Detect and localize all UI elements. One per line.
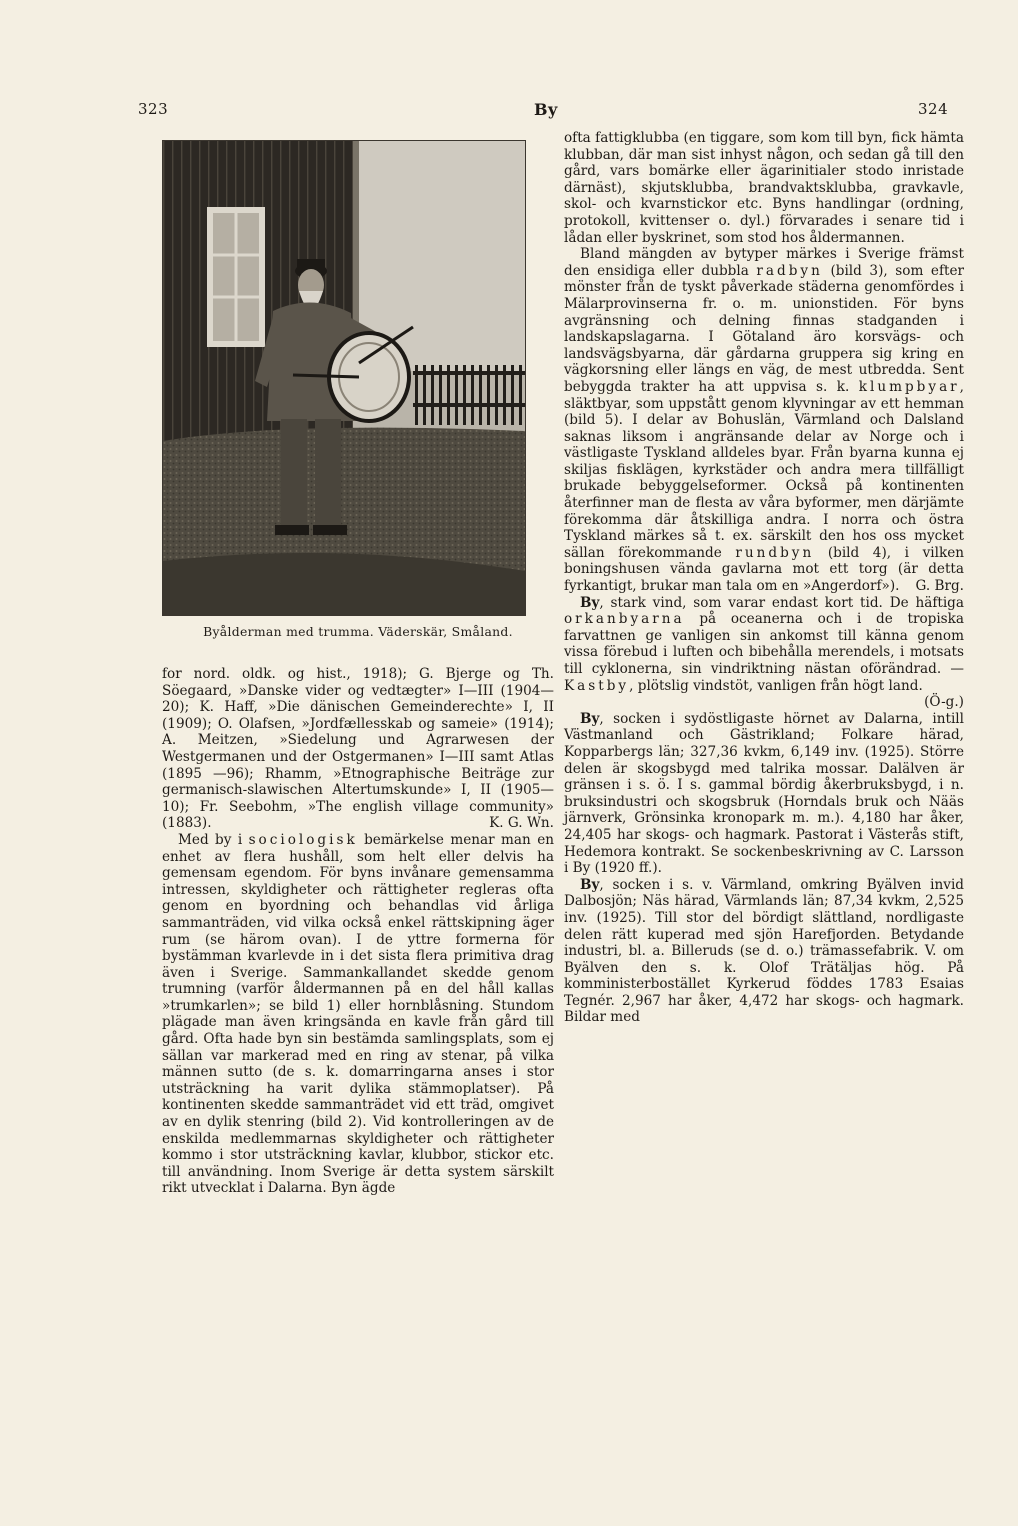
photo-caption: Byålderman med trumma. Väderskär, Småland.	[203, 624, 513, 639]
entry-by-wind	[564, 594, 964, 711]
entry-headword: By	[580, 876, 600, 893]
photo-illustration	[163, 141, 525, 615]
text-fragment: Med by i	[178, 831, 249, 848]
entry-by-dalarna	[564, 711, 964, 877]
sociology-paragraph	[162, 832, 554, 1197]
left-column	[162, 666, 554, 1197]
text-fragment: , socken i s. v. Värmland, omkring Byälven invid Dalbosjön; Näs härad, Värmlands län; 87,34 kvkm, 2,525 inv. (1925). Till stor del bördigt slättland, nordligaste delen rätt kuperad med sjön Harefjorden. Betydande industri, bl. a. Billeruds (se d. o.) trämassefabrik. V. om Byälven den s. k. Olof Trätäljas hög. På komministerbostället Kyrkerud föddes 1783 Esaias Tegnér. 2,967 har åker, 4,472 har skogs- och hagmark. Bildar med	[564, 876, 964, 1026]
text-fragment: , släktbyar, som uppstått genom klyvningar av ett hemman (bild 5). I delar av Bohuslän, Värmland och Dalsland saknas liksom i angränsande delar av Norge och i västligaste Tyskland alldeles byar. Från byarna kunna ej skiljas fisklägen, kyrkstäder och andra mera tillfälligt brukade bebyggelseformer. Också på kontinenten återfinner man de flesta av våra byformer, men därjämte förekomma där åtskilliga andra. I norra och östra Tyskland märkes så t. ex. särskilt den hos oss mycket sällan förekommande	[564, 378, 964, 561]
author-signature: G. Brg.	[915, 578, 964, 595]
text-fragment: på oceanerna och i de tropiska farvattnen ge vanligen sin ankomst till känna genom vissa förebud i luften och bibehålla merendels, i motsats till cyklonerna, sin vindriktning nästan oförändrad. —	[564, 611, 964, 677]
spaced-term: Kastby	[564, 677, 630, 694]
entry-headword: By	[580, 594, 600, 611]
spaced-term: radbyn	[756, 262, 823, 279]
page-number-left: 323	[138, 100, 169, 118]
spaced-term: sociologisk	[248, 831, 358, 848]
spaced-term: klumpbyar	[858, 378, 960, 395]
text-fragment: Bland mängden av bytyper märkes i Sverige främst den ensidiga eller dubbla	[564, 246, 964, 279]
bibliography-paragraph	[162, 666, 554, 832]
text-fragment: , plötslig vindstöt, vanligen från högt land.	[629, 677, 923, 694]
page-number-right: 324	[918, 100, 949, 118]
right-column	[564, 130, 964, 1026]
text-fragment: (bild 3), som efter mönster från de tyskt påverkade städerna genomfördes i Mälarprovinserna fr. o. m. unionstiden. För byns avgränsning och delning finnas stadganden i landskapslagarna. I Götaland äro korsvägs- och landsvägsbyarna, där gårdarna gruppera sig kring en vägkorsning eller längs en väg, de mest utbredda. Sent bebyggda trakter ha att uppvisa s. k.	[564, 262, 964, 395]
author-signature: K. G. Wn.	[489, 815, 554, 832]
text-fragment: , socken i sydöstligaste hörnet av Dalarna, intill Västmanland och Gästrikland; Folkare härad, Kopparbergs län; 327,36 kvkm, 6,149 inv. (1925). Större delen är skogsbygd med talrika mossar. Dalälven är gränsen i s. ö. I s. gammal bördig åkerbruksbygd, i n. bruksindustri och skogsbruk (Horndals bruk och Nääs järnverk, Grönsinka kronopark m. m.). 4,180 har åker, 24,405 har skogs- och hagmark. Pastorat i Västerås stift, Hedemora kontrakt. Se sockenbeskrivning av C. Larsson i By (1920 ff.).	[564, 710, 964, 877]
bibliography-text: for nord. oldk. og hist., 1918); G. Bjerge og Th. Söegaard, »Danske vider og vedtægter» I—III (1904—20); K. Haff, »Die dänischen Gemeinderechte» I, II (1909); O. Olafsen, »Jordfællesskab og sameie» (1914); A. Meitzen, »Siedelung und Agrarwesen der Westgermanen und der Ostgermanen» I—III samt Atlas (1895 —96); Rhamm, »Etnographische Beiträge zur germanisch-slawischen Altertumskunde» I, II (1905—10); Fr. Seebohm, »The english village community» (1883).	[162, 666, 554, 832]
entry-headword: By	[580, 710, 600, 727]
spaced-term: orkanbyarna	[564, 611, 685, 628]
running-head: By	[534, 100, 558, 119]
text-fragment: (bild 4), i vilken boningshusen vända gavlarna mot ett torg (är detta fyrkantigt, brukar man tala om en »Angerdorf»).	[564, 544, 964, 595]
paragraph-fattigklubba: ofta fattigklubba (en tiggare, som kom till byn, fick hämta klubban, där man sist inhyst någon, och sedan gå till den gård, vars bomärke eller ägarinitialer stodo inristade därnäst), skjutsklubba, brandvaktsklubba, gravkavle, skol- och kvarnstickor etc. Byns handlingar (ordning, protokoll, kvittenser o. dyl.) förvarades i senare tid i lådan eller byskrinet, som stod hos åldermannen.	[564, 130, 964, 246]
photo-man-with-drum	[162, 140, 526, 616]
author-signature: (Ö-g.)	[924, 694, 964, 711]
text-fragment: , stark vind, som varar endast kort tid. De häftiga	[599, 594, 964, 611]
paragraph-bytyper	[564, 246, 964, 594]
spaced-term: rundbyn	[735, 544, 815, 561]
entry-by-varmland	[564, 877, 964, 1026]
text-fragment: bemärkelse menar man en enhet av flera hushåll, som helt eller delvis ha gemensam egendom. För byns invånare gemensamma intressen, skyldigheter och rättigheter regleras ofta genom en byordning och behandlas vid årliga sammanträden, vid vilka också enkel rättskipning äger rum (se härom ovan). I de yttre formerna för bystämman kvarlevde in i det sista flera primitiva drag även i Sverige. Sammankallandet skedde genom trumning (varför åldermannen på en del håll kallas »trumkarlen»; se bild 1) eller hornblåsning. Stundom plägade man även kringsända en kavle från gård till gård. Ofta hade byn sin bestämda samlingsplats, som ej sällan var markerad med en ring av stenar, på vilka männen sutto (de s. k. domarringarna anses i stor utsträckning ha varit dylika stämmoplatser). På kontinenten skedde sammanträdet vid ett träd, omgivet av en dylik stenring (bild 2). Vid kontrolleringen av de enskilda medlemmarnas skyldigheter och rättigheter kommo i stor utsträckning kavlar, klubbor, stickor etc. till användning. Inom Sverige är detta system särskilt rikt utvecklat i Dalarna. Byn ägde	[162, 831, 554, 1197]
